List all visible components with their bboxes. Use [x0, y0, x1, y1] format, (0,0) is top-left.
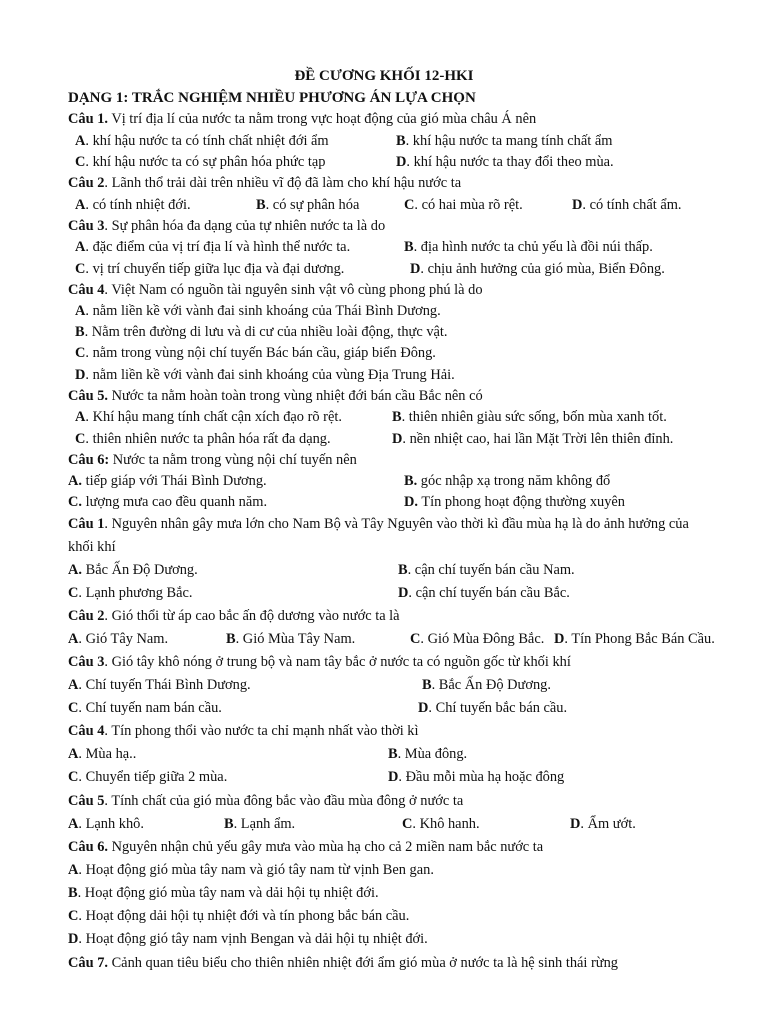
- option-d: D. Chí tuyến bắc bán cầu.: [418, 700, 568, 716]
- option-b: B. cận chí tuyến bán cầu Nam.: [398, 562, 575, 578]
- option-d: D. cận chí tuyến bán cầu Bắc.: [398, 585, 570, 601]
- option-b: B. Mùa đông.: [388, 746, 468, 762]
- option-a: A. Hoạt động gió mùa tây nam và gió tây nam từ vịnh Ben gan.: [68, 862, 434, 878]
- option-b: B. Nằm trên đường di lưu và di cư của nhiều loài động, thực vật.: [75, 324, 448, 340]
- question-1: Câu 1. Nguyên nhân gây mưa lớn cho Nam Bộ và Tây Nguyên vào thời kì đầu mùa hạ là do ảnh hưởng của: [68, 516, 689, 532]
- question-5: Câu 5. Nước ta nằm hoàn toàn trong vùng nhiệt đới bán cầu Bắc nên có: [68, 388, 483, 404]
- option-c: C. Gió Mùa Đông Bắc.: [410, 631, 545, 647]
- option-b: B. góc nhập xạ trong năm không đổ: [404, 473, 611, 489]
- option-b: B. khí hậu nước ta mang tính chất ẩm: [396, 133, 613, 149]
- option-a: A. đặc điểm của vị trí địa lí và hình thể nước ta.: [75, 239, 351, 255]
- question-4: Câu 4. Tín phong thổi vào nước ta chỉ mạnh nhất vào thời kì: [68, 723, 419, 739]
- option-d: D. khí hậu nước ta thay đổi theo mùa.: [396, 154, 614, 170]
- option-b: B. địa hình nước ta chủ yếu là đồi núi thấp.: [404, 239, 653, 255]
- question-6: Câu 6: Nước ta nằm trong vùng nội chí tuyến nên: [68, 452, 357, 468]
- option-d: D. nền nhiệt cao, hai lần Mặt Trời lên thiên đỉnh.: [392, 431, 674, 447]
- option-b: B. có sự phân hóa: [256, 197, 360, 213]
- option-a: A. Lạnh khô.: [68, 816, 144, 832]
- question-2: Câu 2. Gió thổi từ áp cao bắc ấn độ dương vào nước ta là: [68, 608, 400, 624]
- option-c: C. thiên nhiên nước ta phân hóa rất đa dạng.: [75, 431, 331, 447]
- option-b: B. thiên nhiên giàu sức sống, bốn mùa xanh tốt.: [392, 409, 667, 425]
- option-b: B. Bắc Ấn Độ Dương.: [422, 677, 551, 693]
- document-title: ĐỀ CƯƠNG KHỐI 12-HKI: [294, 68, 474, 84]
- option-a: A. Mùa hạ..: [68, 746, 137, 762]
- option-a: A. khí hậu nước ta có tính chất nhiệt đới ẩm: [75, 133, 329, 149]
- option-a: A. Bắc Ấn Độ Dương.: [68, 562, 198, 578]
- option-b: B. Lạnh ẩm.: [224, 816, 296, 832]
- option-c: C. có hai mùa rõ rệt.: [404, 197, 523, 213]
- option-d: D. có tính chất ẩm.: [572, 197, 682, 213]
- option-b: B. Hoạt động gió mùa tây nam và dải hội tụ nhiệt đới.: [68, 885, 379, 901]
- option-c: C. nằm trong vùng nội chí tuyến Bác bán cầu, giáp biển Đông.: [75, 345, 436, 361]
- option-a: A. Chí tuyến Thái Bình Dương.: [68, 677, 251, 693]
- option-d: D. chịu ảnh hưởng của gió mùa, Biển Đông.: [410, 261, 665, 277]
- option-c: C. Chí tuyến nam bán cầu.: [68, 700, 222, 716]
- option-a: A. có tính nhiệt đới.: [75, 197, 191, 213]
- option-c: C. Chuyển tiếp giữa 2 mùa.: [68, 769, 228, 785]
- option-d: D. Hoạt động gió tây nam vịnh Bengan và dải hội tụ nhiệt đới.: [68, 931, 428, 947]
- option-c: C. Khô hanh.: [402, 816, 480, 832]
- question-5: Câu 5. Tính chất của gió mùa đông bắc vào đầu mùa đông ở nước ta: [68, 793, 464, 809]
- option-a: A. Khí hậu mang tính chất cận xích đạo rõ rệt.: [75, 409, 342, 425]
- question-1: [68, 110, 536, 129]
- question-3: Câu 3. Sự phân hóa đa dạng của tự nhiên nước ta là do: [68, 218, 386, 234]
- section-heading: DẠNG 1: TRẮC NGHIỆM NHIỀU PHƯƠNG ÁN LỰA CHỌN: [68, 90, 476, 106]
- option-c: C. Lạnh phương Bắc.: [68, 585, 193, 601]
- option-d: D. Tín phong hoạt động thường xuyên: [404, 494, 626, 510]
- option-c: C. khí hậu nước ta có sự phân hóa phức tạp: [75, 154, 326, 170]
- option-a: A. tiếp giáp với Thái Bình Dương.: [68, 473, 267, 489]
- option-b: B. Gió Mùa Tây Nam.: [226, 631, 356, 647]
- option-c: C. vị trí chuyển tiếp giữa lục địa và đại dương.: [75, 261, 345, 277]
- option-d: D. nằm liền kề với vành đai sinh khoáng của vùng Địa Trung Hải.: [75, 367, 455, 383]
- option-d: D. Tín Phong Bắc Bán Cầu.: [554, 631, 715, 647]
- option-c: C. Hoạt động dải hội tụ nhiệt đới và tín phong bắc bán cầu.: [68, 908, 410, 924]
- question-4: Câu 4. Việt Nam có nguồn tài nguyên sinh vật vô cùng phong phú là do: [68, 282, 483, 298]
- question-label: Câu 1.: [68, 111, 108, 127]
- option-a: A. Gió Tây Nam.: [68, 631, 169, 647]
- question-text: Vị trí địa lí của nước ta nằm trong vực hoạt động của gió mùa châu Á nên: [107, 111, 537, 127]
- question-7: Câu 7. Cảnh quan tiêu biểu cho thiên nhiên nhiệt đới ẩm gió mùa ở nước ta là hệ sinh thái rừng: [68, 955, 618, 971]
- question-2: Câu 2. Lãnh thổ trải dài trên nhiều vĩ độ đã làm cho khí hậu nước ta: [68, 175, 462, 191]
- option-d: D. Ẩm ướt.: [570, 816, 636, 832]
- option-c: C. lượng mưa cao đều quanh năm.: [68, 494, 268, 510]
- question-3: Câu 3. Gió tây khô nóng ở trung bộ và nam tây bắc ở nước ta có nguồn gốc từ khối khí: [68, 654, 571, 670]
- option-a: A. nằm liền kề với vành đai sinh khoáng của Thái Bình Dương.: [75, 303, 441, 319]
- question-text-continued: khối khí: [68, 539, 116, 555]
- question-6: Câu 6. Nguyên nhận chủ yếu gây mưa vào mùa hạ cho cả 2 miền nam bắc nước ta: [68, 839, 544, 855]
- option-d: D. Đầu mỗi mùa hạ hoặc đông: [388, 769, 565, 785]
